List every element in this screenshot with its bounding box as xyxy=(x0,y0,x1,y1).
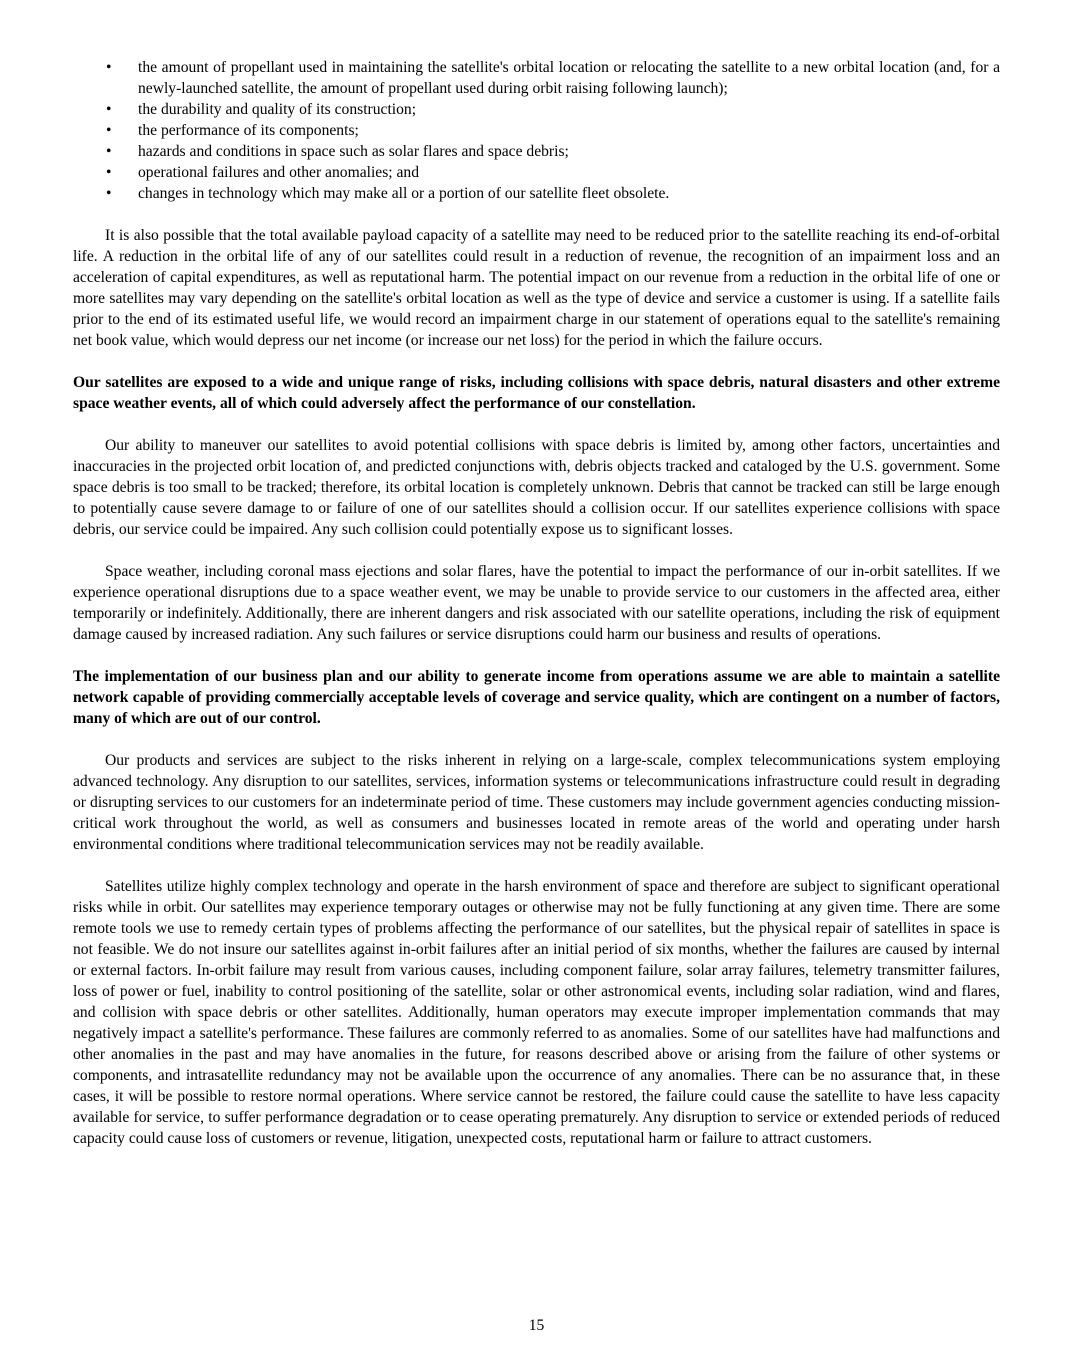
list-item xyxy=(73,162,1000,183)
list-item-text: operational failures and other anomalies; and xyxy=(138,164,420,181)
bullet-icon: • xyxy=(106,122,112,139)
bullet-icon: • xyxy=(106,185,112,202)
list-item xyxy=(73,183,1000,204)
list-item xyxy=(73,99,1000,120)
bullet-list xyxy=(73,57,1000,204)
list-item-text: the performance of its components; xyxy=(138,122,359,139)
bullet-icon: • xyxy=(106,164,112,181)
bullet-icon: • xyxy=(106,143,112,160)
list-item-text: the durability and quality of its construction; xyxy=(138,101,417,118)
paragraph-space-weather: Space weather, including coronal mass ejections and solar flares, have the potential to impact the performance of our in-orbit satellites. If we experience operational disruptions due to a space weather event, we may be unable to provide service to our customers in the affected area, either temporarily or indefinitely. Additionally, there are inherent dangers and risk associated with our satellite operations, including the risk of equipment damage caused by increased radiation. Any such failures or service disruptions could harm our business and results of operations. xyxy=(73,563,1000,643)
paragraph-space-debris: Our ability to maneuver our satellites to avoid potential collisions with space debris is limited by, among other factors, uncertainties and inaccuracies in the projected orbit location of, and predicted conjunctions with, debris objects tracked and cataloged by the U.S. government. Some space debris is too small to be tracked; therefore, its orbital location is completely unknown. Debris that cannot be tracked can still be large enough to potentially cause severe damage to or failure of one of our satellites should a collision occur. If our satellites experience collisions with space debris, our service could be impaired. Any such collision could potentially expose us to significant losses. xyxy=(73,437,1000,538)
bullet-icon: • xyxy=(106,59,112,76)
list-item xyxy=(73,120,1000,141)
bullet-icon: • xyxy=(106,101,112,118)
paragraph-operational-risks: Satellites utilize highly complex technology and operate in the harsh environment of space and therefore are subject to significant operational risks while in orbit. Our satellites may experience temporary outages or otherwise may not be fully functioning at any given time. There are some remote tools we use to remedy certain types of problems affecting the performance of our satellites, but the physical repair of satellites in space is not feasible. We do not insure our satellites against in-orbit failures after an initial period of six months, whether the failures are caused by internal or external factors. In-orbit failure may result from various causes, including component failure, solar array failures, telemetry transmitter failures, loss of power or fuel, inability to control positioning of the satellite, solar or other astronomical events, including solar radiation, wind and flares, and collision with space debris or other satellites. Additionally, human operators may execute improper implementation commands that may negatively impact a satellite's performance. These failures are commonly referred to as anomalies. Some of our satellites have had malfunctions and other anomalies in the past and may have anomalies in the future, for reasons described above or arising from the failure of other systems or components, and intrasatellite redundancy may not be available upon the occurrence of any anomalies. There can be no assurance that, in these cases, it will be possible to restore normal operations. Where service cannot be restored, the failure could cause the satellite to have less capacity available for service, to suffer performance degradation or to cease operating prematurely. Any disruption to service or extended periods of reduced capacity could cause loss of customers or revenue, litigation, unexpected costs, reputational harm or failure to attract customers. xyxy=(73,878,1000,1147)
risk-heading-space-risks: Our satellites are exposed to a wide and unique range of risks, including collisions with space debris, natural disasters and other extreme space weather events, all of which could adversely affect the performance of our constellation. xyxy=(73,374,1000,412)
list-item xyxy=(73,141,1000,162)
list-item-text: changes in technology which may make all or a portion of our satellite fleet obsolete. xyxy=(138,185,670,202)
paragraph-telecom-risks: Our products and services are subject to the risks inherent in relying on a large-scale, complex telecommunications system employing advanced technology. Any disruption to our satellites, services, information systems or telecommunications infrastructure could result in degrading or disrupting services to our customers for an indeterminate period of time. These customers may include government agencies conducting mission-critical work throughout the world, as well as consumers and businesses located in remote areas of the world and operating under harsh environmental conditions where traditional telecommunication services may not be readily available. xyxy=(73,752,1000,853)
list-item xyxy=(73,57,1000,99)
list-item-text: the amount of propellant used in maintaining the satellite's orbital location or relocating the satellite to a new orbital location (and, for a newly-launched satellite, the amount of propellant used during orbit raising following launch); xyxy=(138,59,1000,97)
risk-heading-business-plan: The implementation of our business plan and our ability to generate income from operations assume we are able to maintain a satellite network capable of providing commercially acceptable levels of coverage and service quality, which are contingent on a number of factors, many of which are out of our control. xyxy=(73,668,1000,727)
document-page xyxy=(73,57,1000,1149)
paragraph-payload-capacity: It is also possible that the total available payload capacity of a satellite may need to be reduced prior to the satellite reaching its end-of-orbital life. A reduction in the orbital life of any of our satellites could result in a reduction of revenue, the recognition of an impairment loss and an acceleration of capital expenditures, as well as reputational harm. The potential impact on our revenue from a reduction in the orbital life of one or more satellites may vary depending on the satellite's orbital location as well as the type of device and service a customer is using. If a satellite fails prior to the end of its estimated useful life, we would record an impairment charge in our statement of operations equal to the satellite's remaining net book value, which would depress our net income (or increase our net loss) for the period in which the failure occurs. xyxy=(73,227,1000,349)
page-number: 15 xyxy=(528,1317,545,1334)
list-item-text: hazards and conditions in space such as solar flares and space debris; xyxy=(138,143,569,160)
